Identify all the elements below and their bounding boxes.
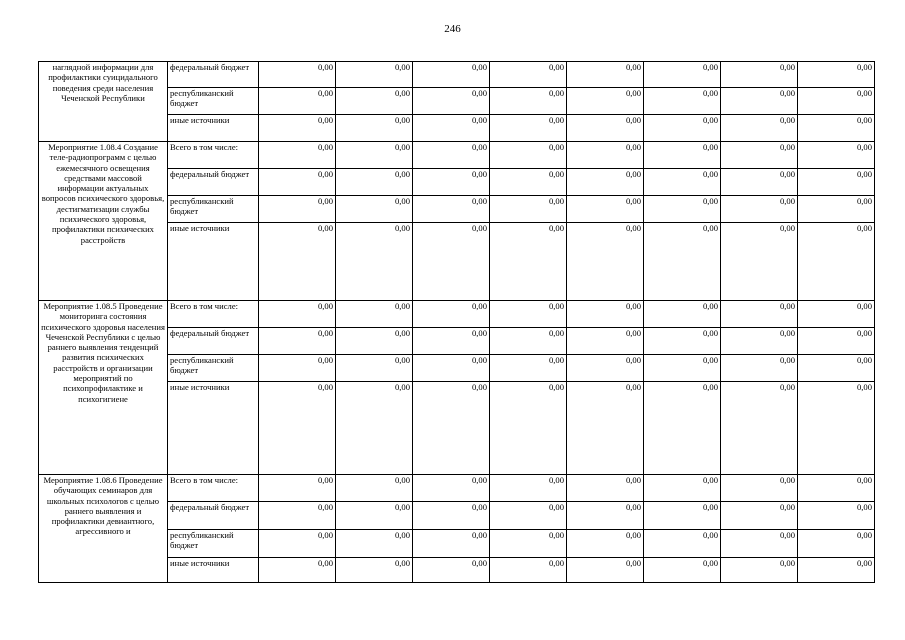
- amount-cell: 0,00: [721, 530, 798, 558]
- amount-cell: 0,00: [336, 142, 413, 169]
- amount-cell: 0,00: [721, 169, 798, 196]
- amount-cell: 0,00: [721, 223, 798, 301]
- amount-cell: 0,00: [721, 115, 798, 142]
- activity-description: Мероприятие 1.08.6 Проведение обучающих семинаров для школьных психологов с целью раннего выявления и профилактики девиантного, агрессивного и: [39, 475, 168, 583]
- amount-cell: 0,00: [259, 115, 336, 142]
- amount-cell: 0,00: [567, 301, 644, 328]
- amount-cell: 0,00: [336, 169, 413, 196]
- amount-cell: 0,00: [644, 301, 721, 328]
- amount-cell: 0,00: [490, 223, 567, 301]
- amount-cell: 0,00: [721, 355, 798, 382]
- amount-cell: 0,00: [336, 558, 413, 583]
- amount-cell: 0,00: [567, 475, 644, 502]
- amount-cell: 0,00: [798, 502, 875, 530]
- amount-cell: 0,00: [336, 301, 413, 328]
- amount-cell: 0,00: [336, 328, 413, 355]
- amount-cell: 0,00: [798, 88, 875, 115]
- table-row: [39, 142, 875, 169]
- amount-cell: 0,00: [413, 328, 490, 355]
- amount-cell: 0,00: [721, 88, 798, 115]
- funding-source: иные источники: [168, 115, 259, 142]
- amount-cell: 0,00: [490, 88, 567, 115]
- amount-cell: 0,00: [721, 328, 798, 355]
- amount-cell: 0,00: [567, 88, 644, 115]
- funding-source: федеральный бюджет: [168, 502, 259, 530]
- amount-cell: 0,00: [567, 196, 644, 223]
- amount-cell: 0,00: [567, 142, 644, 169]
- amount-cell: 0,00: [721, 475, 798, 502]
- funding-source: Всего в том числе:: [168, 301, 259, 328]
- funding-source: иные источники: [168, 382, 259, 475]
- amount-cell: 0,00: [644, 355, 721, 382]
- amount-cell: 0,00: [798, 62, 875, 88]
- amount-cell: 0,00: [721, 382, 798, 475]
- budget-table: [38, 61, 875, 583]
- amount-cell: 0,00: [490, 196, 567, 223]
- amount-cell: 0,00: [567, 169, 644, 196]
- amount-cell: 0,00: [413, 169, 490, 196]
- amount-cell: 0,00: [259, 142, 336, 169]
- amount-cell: 0,00: [336, 502, 413, 530]
- funding-source: Всего в том числе:: [168, 142, 259, 169]
- amount-cell: 0,00: [413, 355, 490, 382]
- amount-cell: 0,00: [259, 88, 336, 115]
- amount-cell: 0,00: [567, 558, 644, 583]
- amount-cell: 0,00: [798, 169, 875, 196]
- amount-cell: 0,00: [413, 62, 490, 88]
- amount-cell: 0,00: [259, 328, 336, 355]
- funding-source: Всего в том числе:: [168, 475, 259, 502]
- amount-cell: 0,00: [259, 502, 336, 530]
- activity-description: Мероприятие 1.08.5 Проведение мониторинга состояния психического здоровья населения Чеченской Республики с целью раннего выявления тенденций развития психических расстройств и организации мероприятий по психопрофилактике и психогигиене: [39, 301, 168, 475]
- amount-cell: 0,00: [336, 115, 413, 142]
- amount-cell: 0,00: [721, 301, 798, 328]
- amount-cell: 0,00: [644, 502, 721, 530]
- amount-cell: 0,00: [567, 115, 644, 142]
- amount-cell: 0,00: [721, 558, 798, 583]
- table-row: [39, 475, 875, 502]
- amount-cell: 0,00: [336, 62, 413, 88]
- amount-cell: 0,00: [644, 328, 721, 355]
- amount-cell: 0,00: [490, 142, 567, 169]
- amount-cell: 0,00: [567, 328, 644, 355]
- amount-cell: 0,00: [798, 382, 875, 475]
- amount-cell: 0,00: [567, 223, 644, 301]
- amount-cell: 0,00: [721, 502, 798, 530]
- amount-cell: 0,00: [413, 382, 490, 475]
- funding-source: иные источники: [168, 558, 259, 583]
- amount-cell: 0,00: [490, 558, 567, 583]
- funding-source: иные источники: [168, 223, 259, 301]
- amount-cell: 0,00: [413, 142, 490, 169]
- amount-cell: 0,00: [336, 196, 413, 223]
- table-row: [39, 62, 875, 88]
- amount-cell: 0,00: [721, 196, 798, 223]
- activity-description: наглядной информации для профилактики суицидального поведения среди населения Чеченской Республики: [39, 62, 168, 142]
- amount-cell: 0,00: [259, 223, 336, 301]
- amount-cell: 0,00: [798, 558, 875, 583]
- amount-cell: 0,00: [644, 169, 721, 196]
- amount-cell: 0,00: [336, 223, 413, 301]
- amount-cell: 0,00: [721, 142, 798, 169]
- amount-cell: 0,00: [644, 558, 721, 583]
- amount-cell: 0,00: [644, 196, 721, 223]
- amount-cell: 0,00: [259, 382, 336, 475]
- amount-cell: 0,00: [644, 115, 721, 142]
- amount-cell: 0,00: [490, 530, 567, 558]
- amount-cell: 0,00: [413, 223, 490, 301]
- amount-cell: 0,00: [644, 382, 721, 475]
- activity-description: Мероприятие 1.08.4 Создание теле-радиопрограмм с целью ежемесячного освещения средствами массовой информации актуальных вопросов психического здоровья, дестигматизации службы психического здоровья, профилактики психических расстройств: [39, 142, 168, 301]
- amount-cell: 0,00: [259, 355, 336, 382]
- amount-cell: 0,00: [490, 115, 567, 142]
- amount-cell: 0,00: [336, 475, 413, 502]
- amount-cell: 0,00: [413, 88, 490, 115]
- amount-cell: 0,00: [567, 502, 644, 530]
- amount-cell: 0,00: [413, 196, 490, 223]
- funding-source: федеральный бюджет: [168, 169, 259, 196]
- amount-cell: 0,00: [644, 142, 721, 169]
- amount-cell: 0,00: [798, 475, 875, 502]
- amount-cell: 0,00: [413, 115, 490, 142]
- funding-source: республиканский бюджет: [168, 355, 259, 382]
- amount-cell: 0,00: [490, 328, 567, 355]
- amount-cell: 0,00: [259, 196, 336, 223]
- amount-cell: 0,00: [798, 115, 875, 142]
- amount-cell: 0,00: [336, 382, 413, 475]
- amount-cell: 0,00: [336, 355, 413, 382]
- amount-cell: 0,00: [413, 301, 490, 328]
- amount-cell: 0,00: [259, 475, 336, 502]
- amount-cell: 0,00: [644, 223, 721, 301]
- amount-cell: 0,00: [798, 196, 875, 223]
- funding-source: республиканский бюджет: [168, 530, 259, 558]
- amount-cell: 0,00: [798, 355, 875, 382]
- amount-cell: 0,00: [490, 475, 567, 502]
- amount-cell: 0,00: [490, 382, 567, 475]
- funding-source: республиканский бюджет: [168, 196, 259, 223]
- amount-cell: 0,00: [490, 169, 567, 196]
- amount-cell: 0,00: [413, 558, 490, 583]
- amount-cell: 0,00: [567, 62, 644, 88]
- amount-cell: 0,00: [336, 530, 413, 558]
- amount-cell: 0,00: [798, 301, 875, 328]
- amount-cell: 0,00: [567, 382, 644, 475]
- page-number: 246: [444, 23, 461, 35]
- amount-cell: 0,00: [490, 301, 567, 328]
- amount-cell: 0,00: [259, 530, 336, 558]
- amount-cell: 0,00: [336, 88, 413, 115]
- amount-cell: 0,00: [259, 169, 336, 196]
- amount-cell: 0,00: [413, 502, 490, 530]
- amount-cell: 0,00: [259, 301, 336, 328]
- amount-cell: 0,00: [413, 530, 490, 558]
- amount-cell: 0,00: [798, 530, 875, 558]
- amount-cell: 0,00: [798, 328, 875, 355]
- amount-cell: 0,00: [413, 475, 490, 502]
- amount-cell: 0,00: [798, 223, 875, 301]
- amount-cell: 0,00: [567, 355, 644, 382]
- amount-cell: 0,00: [644, 62, 721, 88]
- amount-cell: 0,00: [644, 88, 721, 115]
- amount-cell: 0,00: [259, 62, 336, 88]
- amount-cell: 0,00: [721, 62, 798, 88]
- funding-source: федеральный бюджет: [168, 62, 259, 88]
- funding-source: республиканский бюджет: [168, 88, 259, 115]
- amount-cell: 0,00: [798, 142, 875, 169]
- amount-cell: 0,00: [490, 502, 567, 530]
- table-row: [39, 301, 875, 328]
- funding-source: федеральный бюджет: [168, 328, 259, 355]
- amount-cell: 0,00: [644, 530, 721, 558]
- amount-cell: 0,00: [259, 558, 336, 583]
- amount-cell: 0,00: [644, 475, 721, 502]
- amount-cell: 0,00: [490, 355, 567, 382]
- amount-cell: 0,00: [567, 530, 644, 558]
- amount-cell: 0,00: [490, 62, 567, 88]
